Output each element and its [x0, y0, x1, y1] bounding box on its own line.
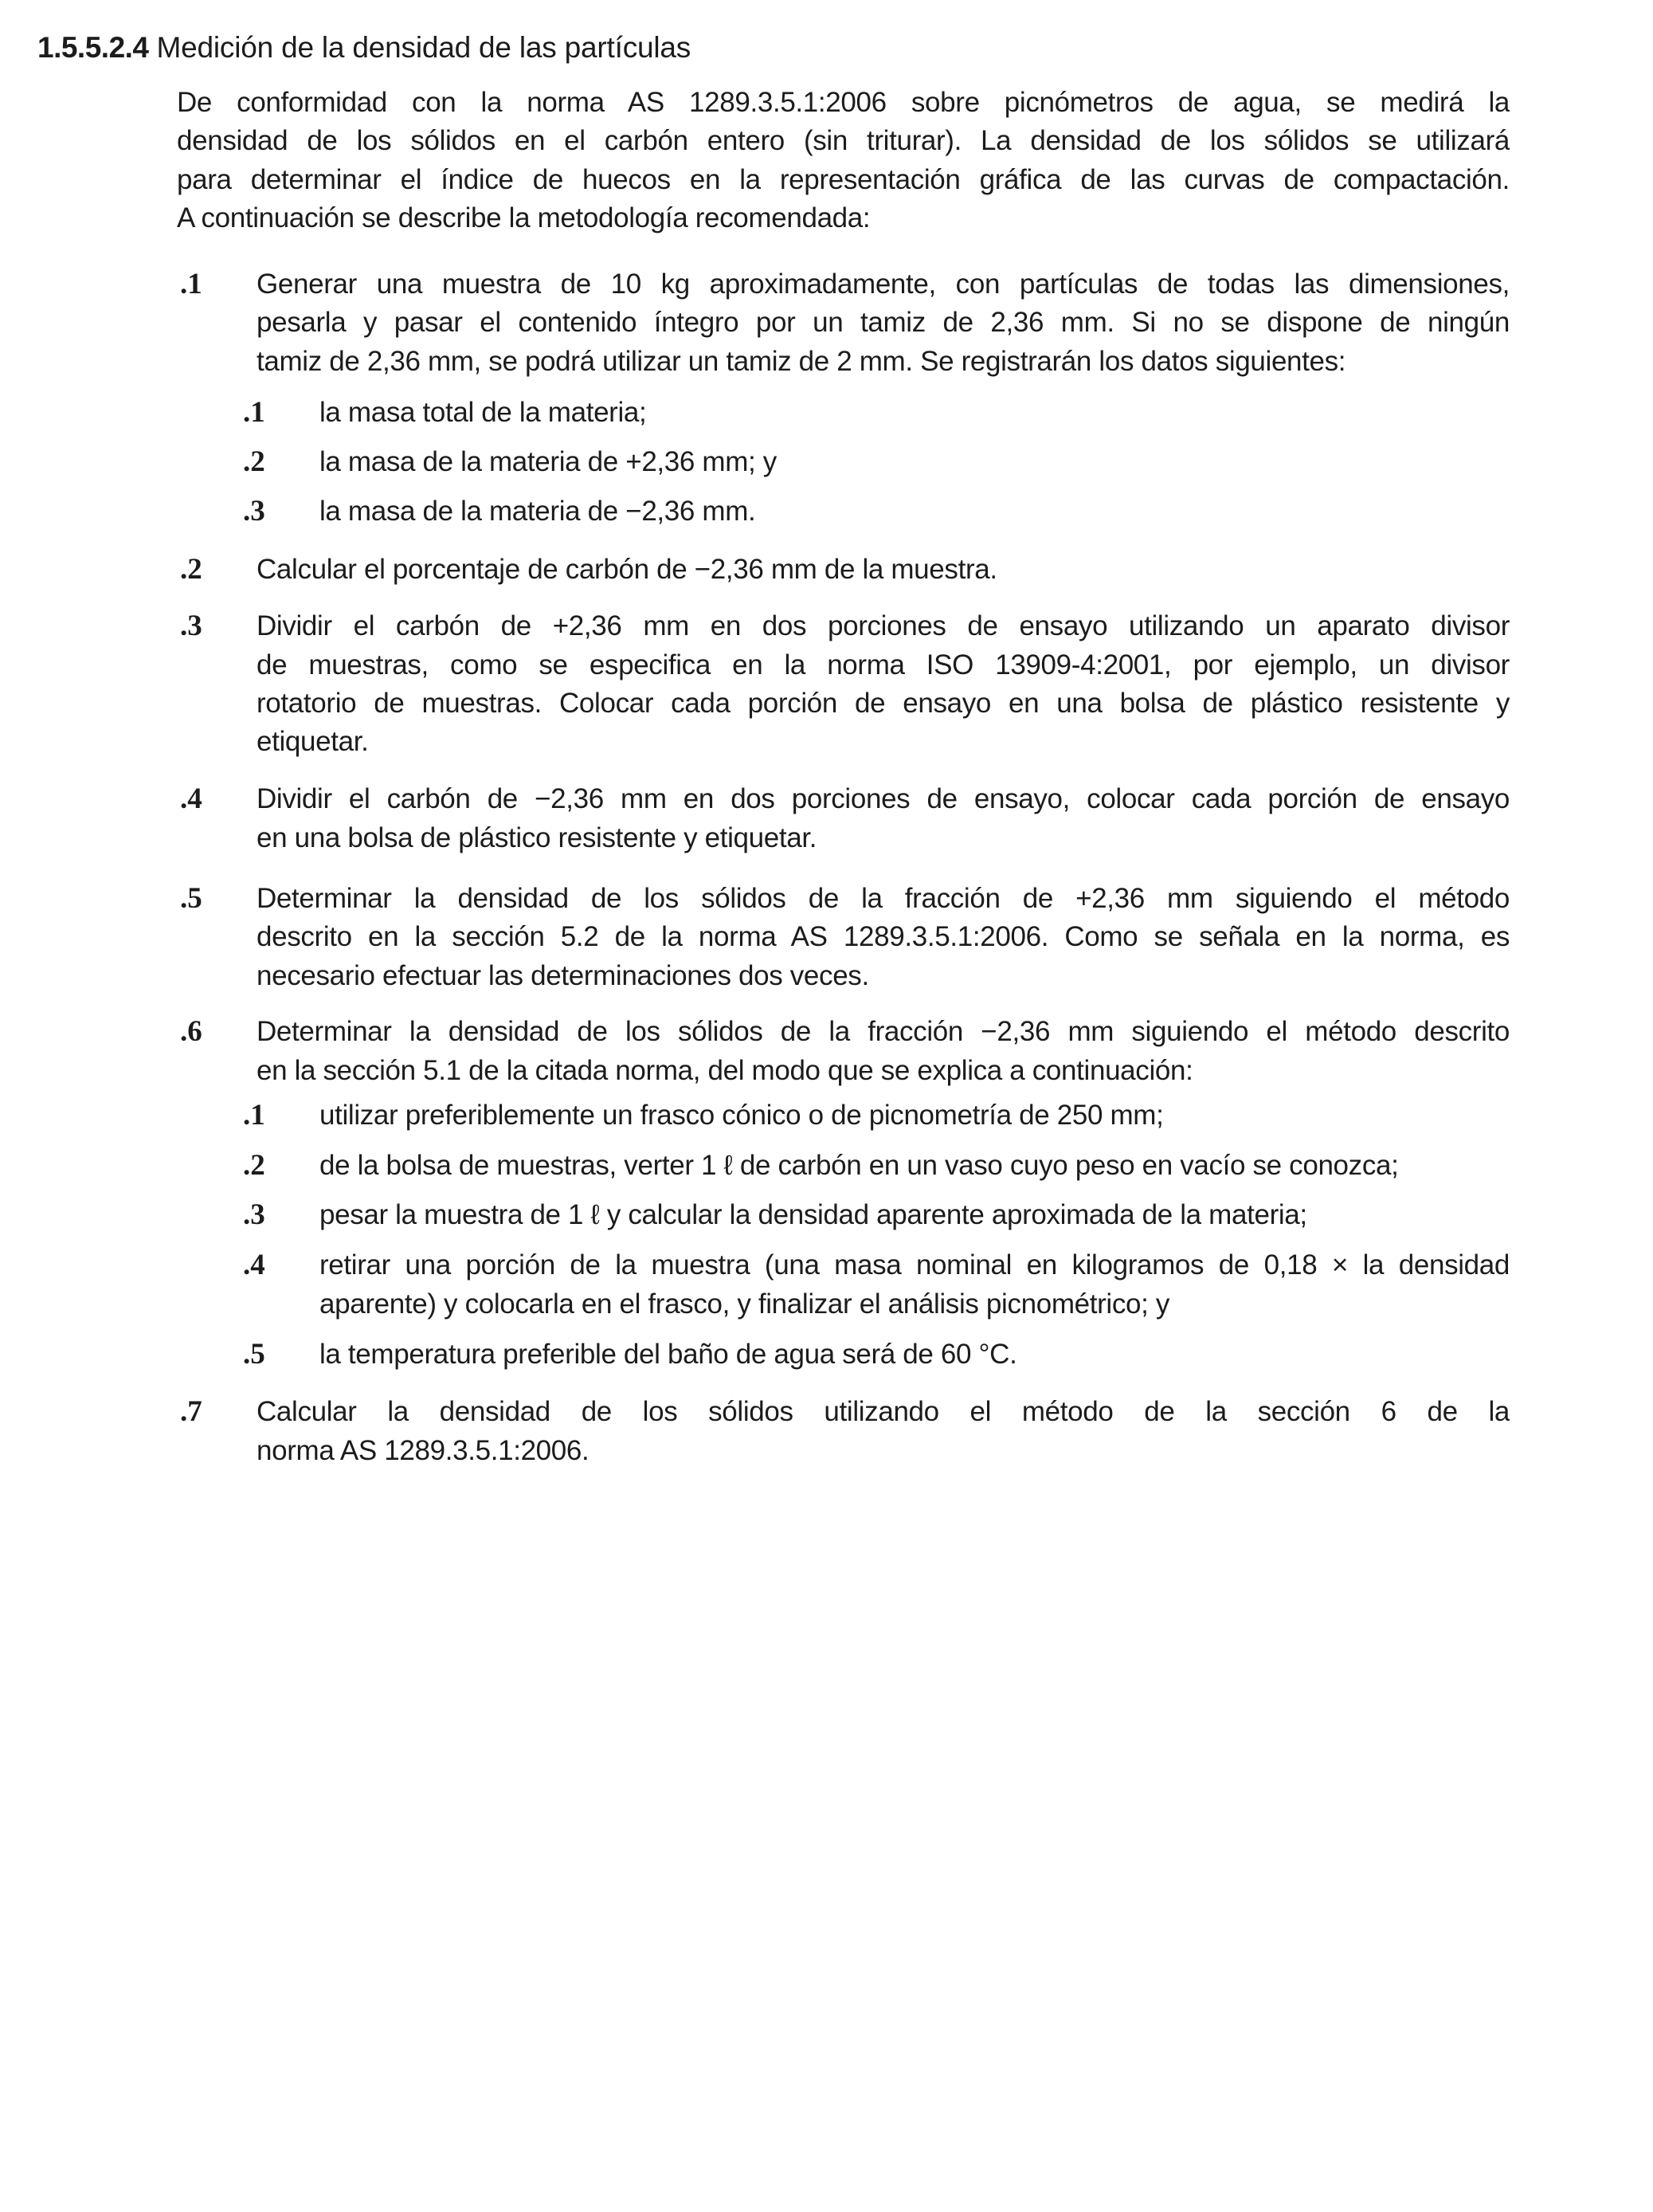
intro-line: A continuación se describe la metodología recomendada: [177, 202, 871, 233]
step-marker: .1 [180, 268, 202, 300]
step-line: Dividir el carbón de −2,36 mm en dos porciones de ensayo, colocar cada porción de ensayo [257, 783, 1510, 814]
substep-marker: .5 [243, 1338, 265, 1371]
substep-marker: .1 [243, 1099, 265, 1131]
substep-line: la masa de la materia de −2,36 mm. [319, 496, 756, 527]
step-marker: .2 [180, 553, 202, 586]
substep-line: de la bolsa de muestras, verter 1 ℓ de carbón en un vaso cuyo peso en vacío se conozca; [319, 1150, 1399, 1181]
substep-line: la masa de la materia de +2,36 mm; y [319, 446, 777, 477]
step-marker: .4 [180, 782, 202, 815]
substep-marker: .3 [243, 1198, 265, 1231]
step-line: descrito en la sección 5.2 de la norma AS 1289.3.5.1:2006. Como se señala en la norma, es [257, 921, 1510, 952]
step-line: Dividir el carbón de +2,36 mm en dos porciones de ensayo utilizando un aparato divisor [257, 610, 1510, 641]
intro-line: De conformidad con la norma AS 1289.3.5.1:2006 sobre picnómetros de agua, se medirá la [177, 87, 1510, 118]
step-line: Calcular la densidad de los sólidos utilizando el método de la sección 6 de la [257, 1396, 1510, 1427]
step-marker: .3 [180, 610, 202, 642]
step-line: tamiz de 2,36 mm, se podrá utilizar un tamiz de 2 mm. Se registrarán los datos siguientes: [257, 346, 1346, 377]
step-line: necesario efectuar las determinaciones dos veces. [257, 960, 869, 991]
step-line: en la sección 5.1 de la citada norma, del modo que se explica a continuación: [257, 1055, 1193, 1086]
step-line: Calcular el porcentaje de carbón de −2,36 mm de la muestra. [257, 554, 997, 585]
step-line: etiquetar. [257, 726, 369, 757]
substep-marker: .2 [243, 1149, 265, 1182]
intro-line: densidad de los sólidos en el carbón entero (sin triturar). La densidad de los sólidos se utilizará [177, 125, 1510, 156]
substep-line: la temperatura preferible del baño de agua será de 60 °C. [319, 1339, 1017, 1370]
substep-line: retirar una porción de la muestra (una masa nominal en kilogramos de 0,18 × la densidad [319, 1249, 1510, 1281]
substep-marker: .2 [243, 445, 265, 478]
substep-marker: .1 [243, 396, 265, 429]
step-line: en una bolsa de plástico resistente y etiquetar. [257, 822, 817, 853]
step-line: Determinar la densidad de los sólidos de la fracción −2,36 mm siguiendo el método descrito [257, 1016, 1510, 1047]
step-line: Generar una muestra de 10 kg aproximadamente, con partículas de todas las dimensiones, [257, 269, 1510, 300]
section-number: 1.5.5.2.4 [37, 31, 149, 64]
section-title: Medición de la densidad de las partículas [156, 31, 691, 64]
section-heading [37, 30, 691, 65]
step-line: norma AS 1289.3.5.1:2006. [257, 1435, 590, 1466]
step-line: pesarla y pasar el contenido íntegro por un tamiz de 2,36 mm. Si no se dispone de ningún [257, 307, 1510, 338]
substep-line: utilizar preferiblemente un frasco cónico o de picnometría de 250 mm; [319, 1100, 1164, 1131]
step-line: rotatorio de muestras. Colocar cada porción de ensayo en una bolsa de plástico resistente y [257, 688, 1510, 719]
substep-marker: .4 [243, 1249, 265, 1281]
intro-line: para determinar el índice de huecos en la representación gráfica de las curvas de compactación. [177, 164, 1510, 195]
step-line: de muestras, como se especifica en la norma ISO 13909-4:2001, por ejemplo, un divisor [257, 649, 1510, 680]
step-marker: .6 [180, 1015, 202, 1048]
substep-line: pesar la muestra de 1 ℓ y calcular la densidad aparente aproximada de la materia; [319, 1199, 1307, 1230]
substep-line: aparente) y colocarla en el frasco, y finalizar el análisis picnométrico; y [319, 1288, 1170, 1320]
substep-marker: .3 [243, 495, 265, 528]
step-line: Determinar la densidad de los sólidos de la fracción de +2,36 mm siguiendo el método [257, 883, 1510, 914]
step-marker: .7 [180, 1395, 202, 1428]
step-marker: .5 [180, 882, 202, 915]
substep-line: la masa total de la materia; [319, 397, 647, 428]
